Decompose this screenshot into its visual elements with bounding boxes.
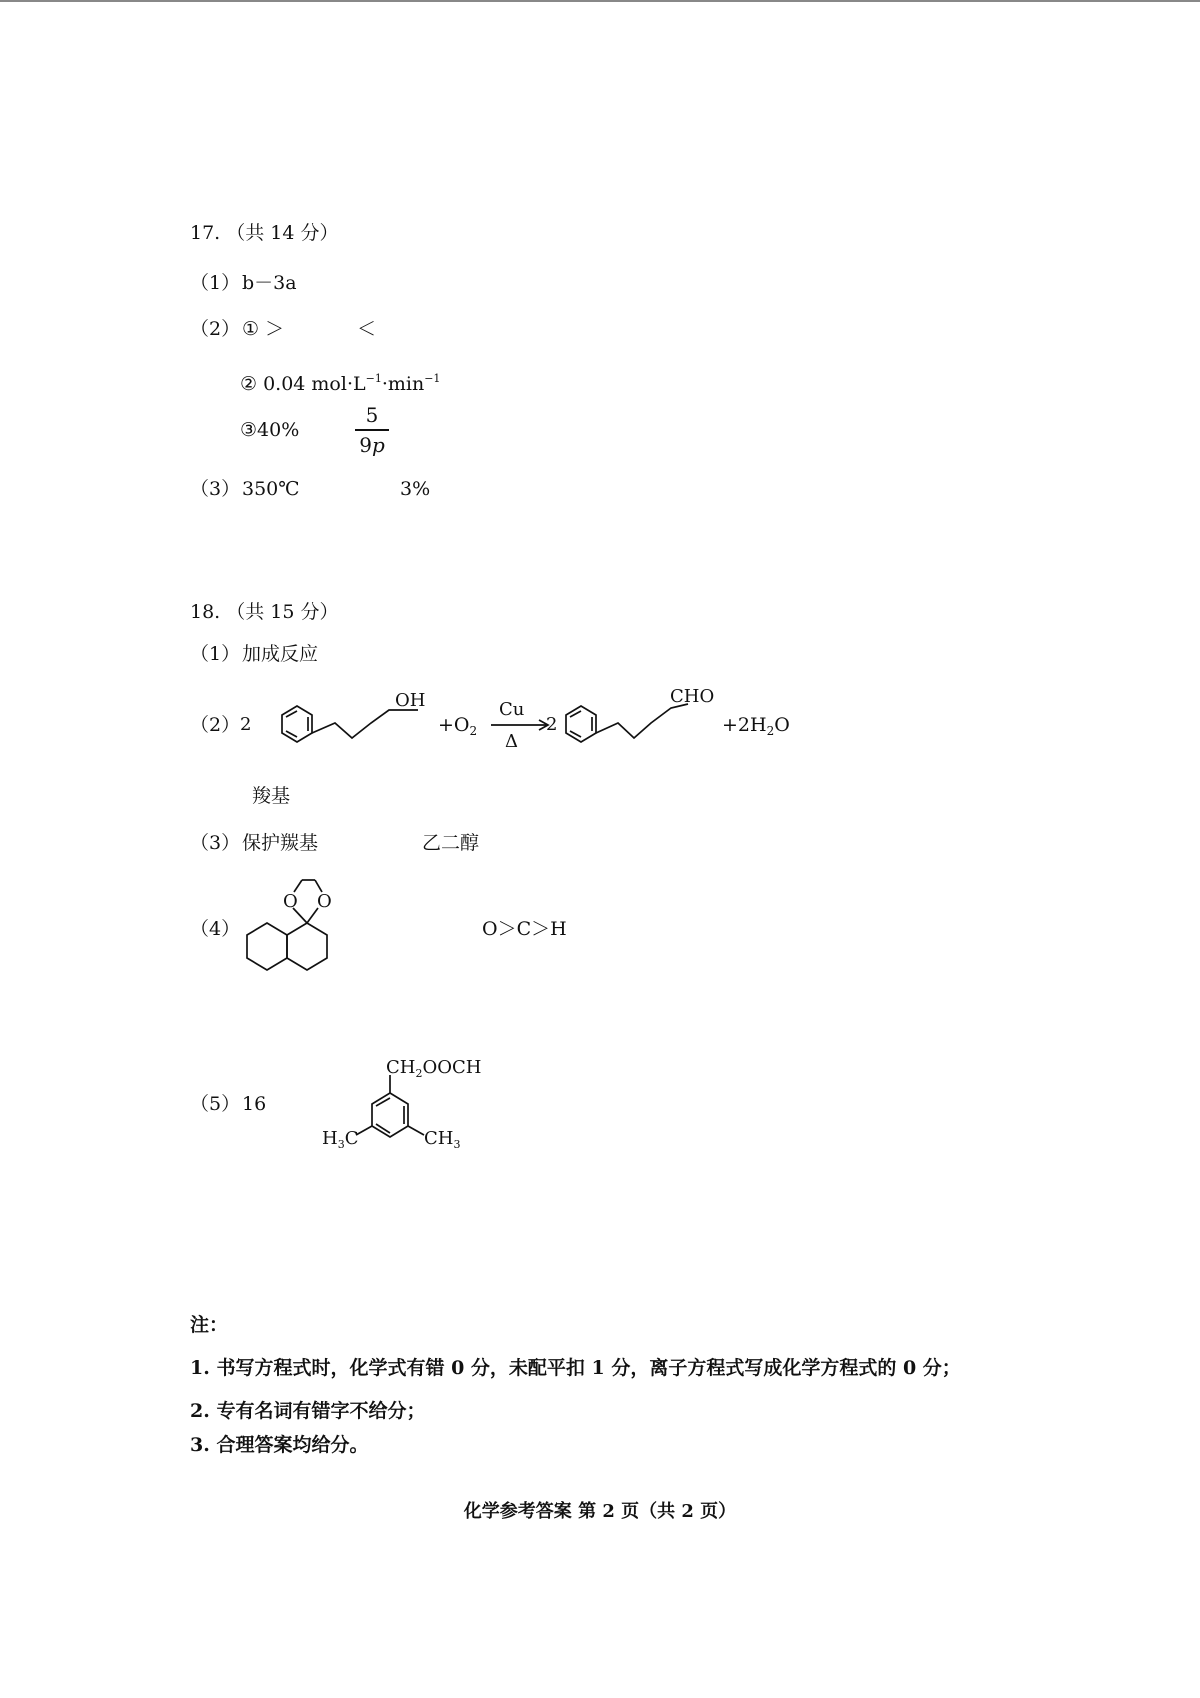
q17-p3-answer-a: 350℃ bbox=[242, 478, 300, 500]
q18-p3-label: （3） bbox=[190, 832, 241, 854]
catalyst-label: Cu bbox=[499, 699, 525, 720]
q18-p4-order: O＞C＞H bbox=[482, 918, 567, 940]
ketal-structure bbox=[235, 870, 375, 990]
q18-p5-label: （5） bbox=[190, 1093, 241, 1115]
q18-header: 18. （共 15 分） bbox=[190, 601, 339, 623]
top-border bbox=[0, 0, 1200, 2]
q18-p3-answer-a: 保护羰基 bbox=[242, 832, 319, 854]
q18-p4-label: （4） bbox=[190, 918, 241, 940]
ester-substituent: $CH_2OOCH$ bbox=[386, 1057, 482, 1080]
q17-fraction bbox=[355, 403, 389, 457]
q17-p2-rate: ② 0.04 $mol\cdot L^{-1}\cdot\min^{-1}$ bbox=[240, 372, 441, 395]
alkyl-chain bbox=[596, 704, 688, 738]
fraction-numerator: 5 bbox=[365, 403, 379, 427]
water-product: $+2H_2O$ bbox=[722, 714, 790, 738]
bond-to-methyl-right bbox=[408, 1126, 424, 1135]
q18-p2-label: （2） bbox=[190, 714, 241, 736]
q17-p2-answer-b: ＜ bbox=[357, 318, 377, 340]
q17-p2-answer-a: ① ＞ bbox=[242, 318, 285, 340]
benzene-ring bbox=[372, 1093, 408, 1137]
ring-oxygen-left: O bbox=[283, 891, 298, 912]
q17-p2-label: （2） bbox=[190, 318, 241, 340]
q18-p2-group: 羧基 bbox=[252, 785, 291, 807]
fraction-bar bbox=[355, 429, 389, 431]
notes-title: 注： bbox=[190, 1314, 229, 1336]
oxygen-reagent: $+O_2$ bbox=[438, 714, 478, 738]
q17-p1-answer: b－3a bbox=[242, 272, 297, 294]
q18-p1-label: （1） bbox=[190, 643, 241, 665]
isomer-structure bbox=[320, 1055, 500, 1175]
note-1: 1. 书写方程式时，化学式有错 0 分，未配平扣 1 分，离子方程式写成化学方程式的 0 分； bbox=[190, 1357, 961, 1379]
methyl-right: $CH_3$ bbox=[424, 1128, 461, 1151]
ring-oxygen-right: O bbox=[317, 891, 332, 912]
hydroxyl-label: OH bbox=[395, 690, 426, 711]
heat-label: Δ bbox=[505, 731, 518, 752]
coefficient: 2 bbox=[546, 714, 558, 735]
q17-p1-label: （1） bbox=[190, 272, 241, 294]
left-ring bbox=[247, 923, 287, 970]
coefficient: 2 bbox=[240, 714, 252, 735]
fraction-denominator: 9p bbox=[359, 432, 385, 457]
q18-p5-count: 16 bbox=[242, 1093, 267, 1115]
q18-p1-answer: 加成反应 bbox=[242, 643, 319, 665]
note-3: 3. 合理答案均给分。 bbox=[190, 1434, 369, 1456]
q17-p3-label: （3） bbox=[190, 478, 241, 500]
page-footer: 化学参考答案 第 2 页（共 2 页） bbox=[463, 1501, 737, 1522]
q17-p3-answer-b: 3% bbox=[400, 478, 431, 500]
reactant-structure bbox=[240, 680, 430, 760]
aldehyde-label: CHO bbox=[670, 686, 715, 707]
right-ring bbox=[287, 923, 327, 970]
q17-p2-percent: ③40% bbox=[240, 419, 300, 441]
q17-header: 17. （共 14 分） bbox=[190, 222, 339, 244]
alkyl-chain bbox=[312, 710, 418, 738]
note-2: 2. 专有名词有错字不给分； bbox=[190, 1400, 426, 1422]
product-structure bbox=[546, 680, 726, 760]
q18-p3-answer-b: 乙二醇 bbox=[422, 832, 480, 854]
methyl-left: $H_3C$ bbox=[322, 1128, 359, 1151]
